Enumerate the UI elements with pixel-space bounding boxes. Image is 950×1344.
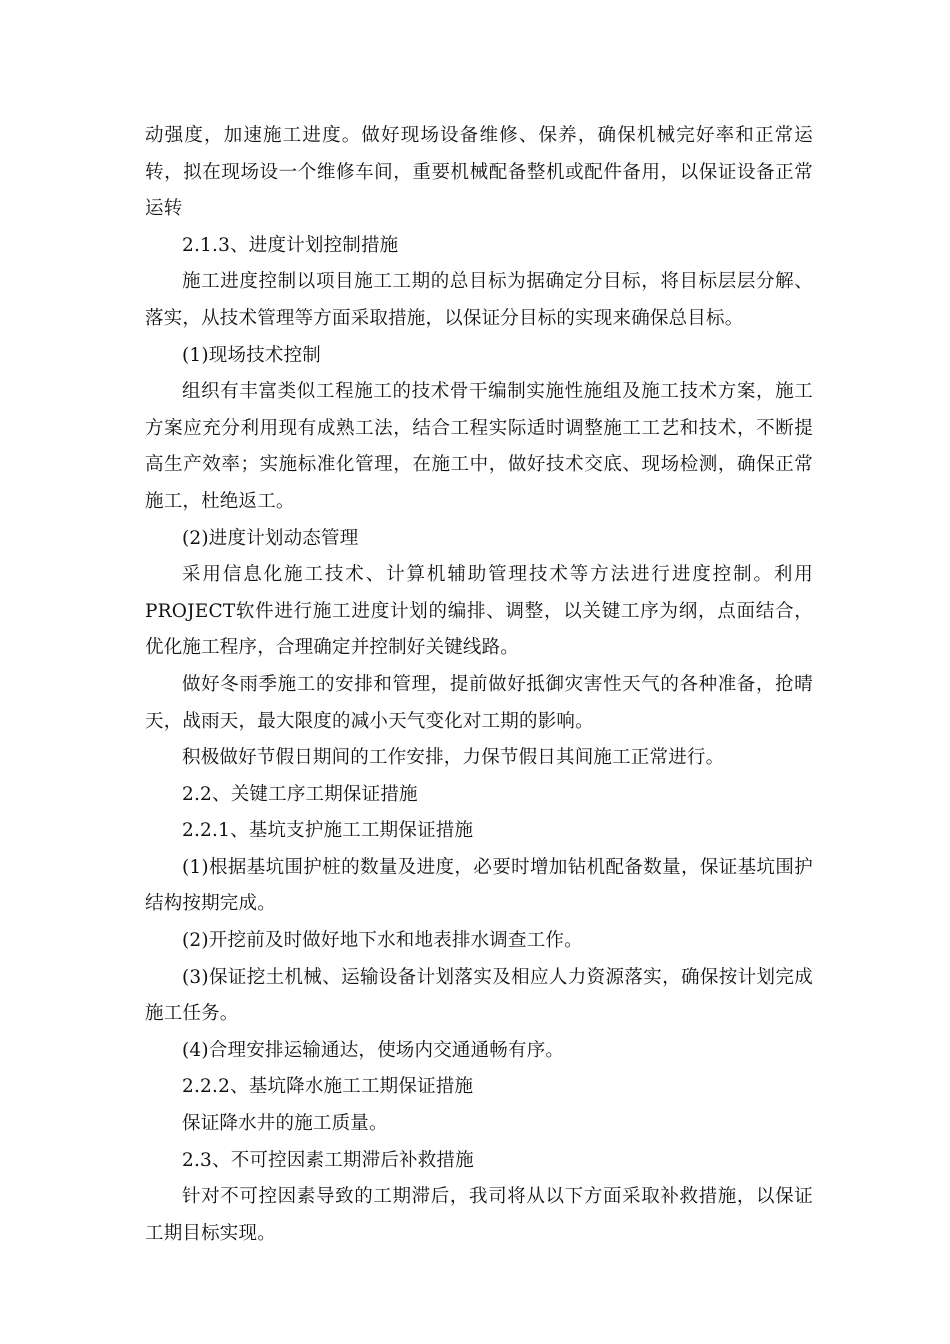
heading-2-3: 2.3、不可控因素工期滞后补救措施 [182, 1149, 474, 1171]
paragraph-remedial-measures: 针对不可控因素导致的工期滞后，我司将从以下方面采取补救措施，以保证工期目标实现。 [145, 1186, 813, 1244]
paragraph-project-software: 采用信息化施工技术、计算机辅助管理技术等方法进行进度控制。利用PROJECT软件进行施工进度计划的编排、调整，以关键工序为纲，点面结合，优化施工程序，合理确定并控制好关键线路。 [145, 564, 813, 659]
heading-dynamic-management: (2)进度计划动态管理 [182, 527, 359, 549]
paragraph-winter-rain: 做好冬雨季施工的安排和管理，提前做好抵御灾害性天气的各种准备，抢晴天，战雨天，最大限度的减小天气变化对工期的影响。 [145, 673, 813, 732]
paragraph-holidays: 积极做好节假日期间的工作安排，力保节假日其间施工正常进行。 [182, 747, 725, 769]
list-item-1: (1)根据基坑围护桩的数量及进度，必要时增加钻机配备数量，保证基坑围护结构按期完成。 [145, 856, 813, 915]
paragraph-tech-backbone: 组织有丰富类似工程施工的技术骨干编制实施性施组及施工技术方案，施工方案应充分利用现有成熟工法，结合工程实际适时调整施工工艺和技术，不断提高生产效率；实施标准化管理，在施工中，做好技术交底、现场检测，确保正常施工，杜绝返工。 [145, 381, 813, 512]
paragraph-progress-control: 施工进度控制以项目施工工期的总目标为据确定分目标，将目标层层分解、落实，从技术管理等方面采取措施，以保证分目标的实现来确保总目标。 [145, 271, 813, 329]
heading-2-2-2: 2.2.2、基坑降水施工工期保证措施 [182, 1076, 474, 1098]
list-item-2: (2)开挖前及时做好地下水和地表排水调查工作。 [182, 930, 583, 952]
document-body [145, 118, 813, 1252]
paragraph-well-quality: 保证降水井的施工质量。 [182, 1113, 388, 1135]
list-item-4: (4)合理安排运输通达，使场内交通通畅有序。 [182, 1039, 565, 1061]
heading-2-2-1: 2.2.1、基坑支护施工工期保证措施 [182, 820, 474, 842]
paragraph-continuation-equipment: 动强度，加速施工进度。做好现场设备维修、保养，确保机械完好率和正常运转，拟在现场设一个维修车间，重要机械配备整机或配件备用，以保证设备正常运转 [145, 125, 813, 220]
heading-site-tech-control: (1)现场技术控制 [182, 344, 322, 366]
list-item-3: (3)保证挖土机械、运输设备计划落实及相应人力资源落实，确保按计划完成施工任务。 [145, 966, 813, 1025]
heading-2-2: 2.2、关键工序工期保证措施 [182, 783, 418, 805]
heading-2-1-3: 2.1.3、进度计划控制措施 [182, 234, 399, 256]
